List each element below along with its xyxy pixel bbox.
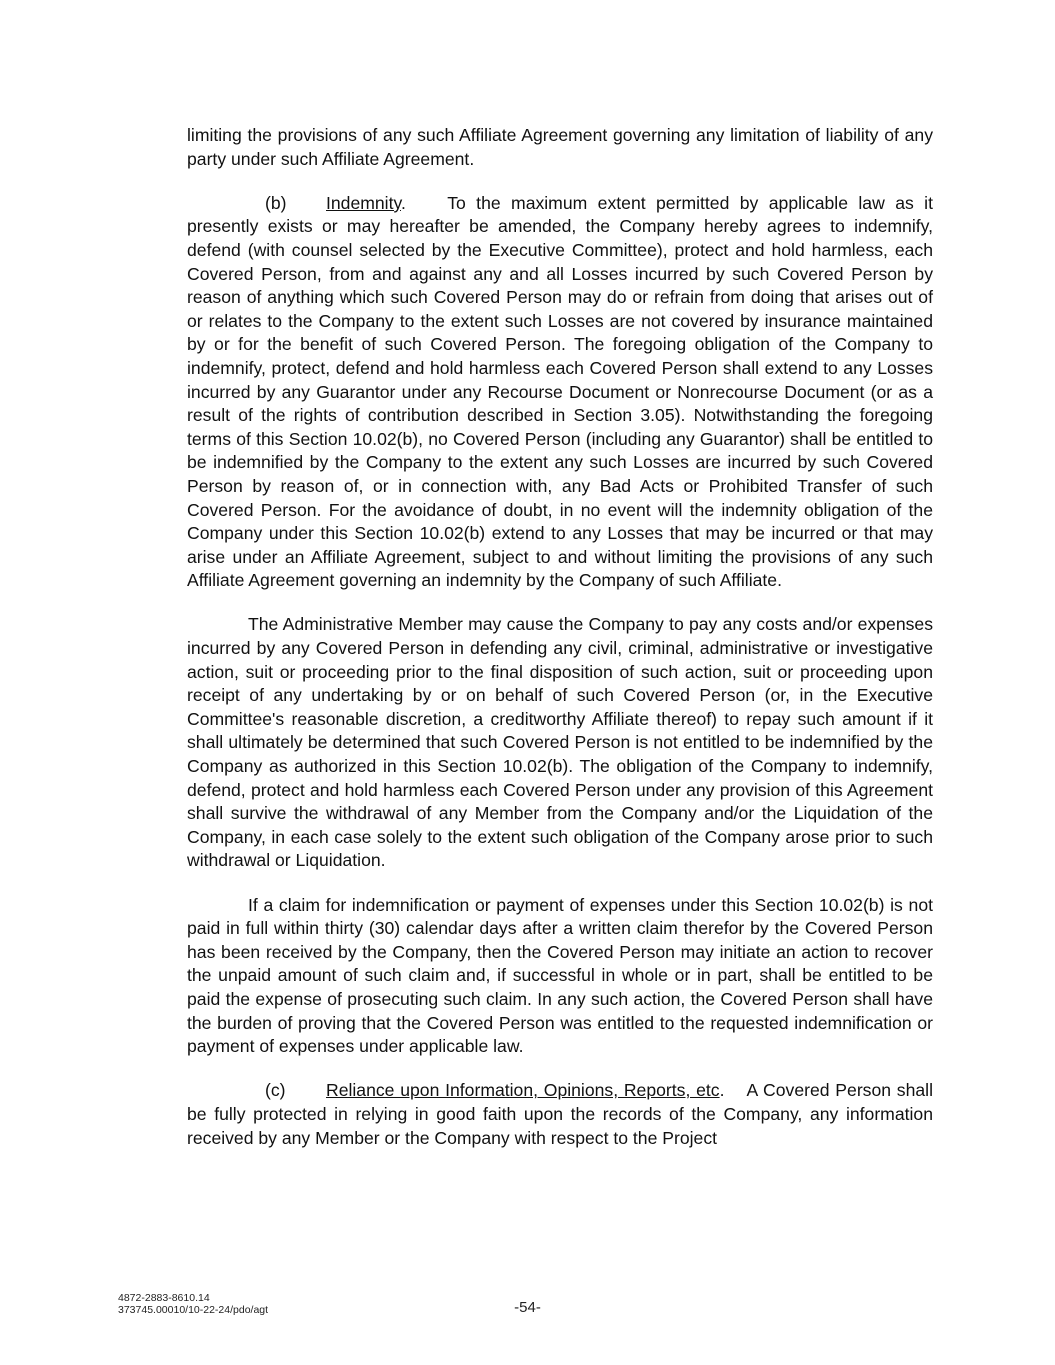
footer-doc-id: 4872-2883-8610.14 bbox=[118, 1292, 210, 1304]
page-number: -54- bbox=[514, 1299, 541, 1316]
section-b-heading-punct: . bbox=[400, 192, 406, 213]
section-c-label: (c) bbox=[265, 1080, 286, 1101]
section-b-text: To the maximum extent permitted by applicable law as it presently exists or may hereafter be amended, the Company hereby agrees to indemnify, defend (with counsel selected by the Executive Committee), protect and hold harmless, each Covered Person, from and against any and all Losses incurred by such Covered Person by reason of anything which such Covered Person may do or refrain from doing that arises out of or relates to the Company to the extent such Losses are not covered by insurance maintained by or for the benefit of such Covered Person. The foregoing obligation of the Company to indemnify, protect, defend and hold harmless each Covered Person shall extend to any Losses incurred by any Guarantor under any Recourse Document or Nonrecourse Document (or as a result of the rights of contribution described in Section 3.05). Notwithstanding the foregoing terms of this Section 10.02(b), no Covered Person (including any Guarantor) shall be entitled to be indemnified by the Company to the extent any such Losses are incurred by such Covered Person by reason of, or in connection with, any Bad Acts or Prohibited Transfer of such Covered Person. For the avoidance of doubt, in no event will the indemnity obligation of the Company under this Section 10.02(b) extend to any Losses that may be incurred or that may arise under an Affiliate Agreement, subject to and without limiting the provisions of any such Affiliate Agreement governing an indemnity by the Company of such Affiliate. bbox=[187, 192, 933, 591]
footer-matter-ref: 373745.00010/10-22-24/pdo/agt bbox=[118, 1304, 269, 1316]
section-c-heading: Reliance upon Information, Opinions, Reports, etc bbox=[326, 1080, 720, 1101]
section-b-heading: Indemnity bbox=[326, 192, 401, 213]
section-b-label: (b) bbox=[265, 192, 287, 213]
admin-member-paragraph: The Administrative Member may cause the Company to pay any costs and/or expenses incurred by any Covered Person in defending any civil, criminal, administrative or investigative action, suit or proceeding prior to the final disposition of such action, suit or proceeding upon receipt of any undertaking by or on behalf of such Covered Person (or, in the Executive Committee's reasonable discretion, a creditworthy Affiliate thereof) to repay such amount if it shall ultimately be determined that such Covered Person is not entitled to be indemnified by the Company as authorized in this Section 10.02(b). The obligation of the Company to indemnify, defend, protect and hold harmless each Covered Person under any provision of this Agreement shall survive the withdrawal of any Member from the Company and/or the Liquidation of the Company, in each case solely to the extent such obligation of the Company arose prior to such withdrawal or Liquidation. bbox=[187, 614, 933, 871]
section-c-text: A Covered Person shall be fully protected in relying in good faith upon the records of the Company, any information received by any Member or the Company with respect to the Project bbox=[187, 1080, 933, 1148]
document-body bbox=[187, 124, 933, 1171]
claim-paragraph: If a claim for indemnification or payment of expenses under this Section 10.02(b) is not paid in full within thirty (30) calendar days after a written claim therefor by the Covered Person has been received by the Company, then the Covered Person may initiate an action to recover the unpaid amount of such claim and, if successful in whole or in part, shall be entitled to be paid the expense of prosecuting such claim. In any such action, the Covered Person shall have the burden of proving that the Covered Person was entitled to the requested indemnification or payment of expenses under applicable law. bbox=[187, 894, 933, 1057]
section-c-paragraph bbox=[187, 1079, 933, 1150]
continuation-paragraph: limiting the provisions of any such Affiliate Agreement governing any limitation of liability of any party under such Affiliate Agreement. bbox=[187, 125, 933, 169]
section-b-paragraph bbox=[187, 192, 933, 593]
section-c-heading-punct: . bbox=[719, 1080, 725, 1101]
